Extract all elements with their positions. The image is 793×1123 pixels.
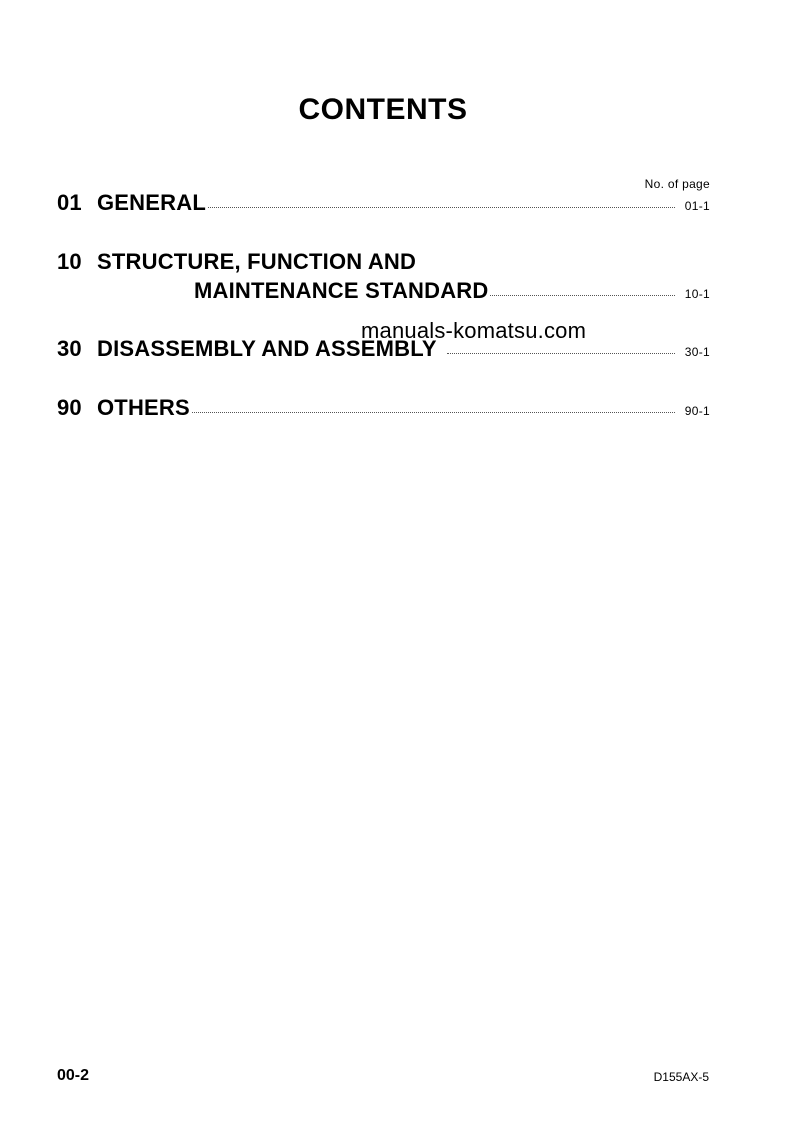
toc-entry-title: DISASSEMBLY AND ASSEMBLY <box>97 336 437 361</box>
footer-model: D155AX-5 <box>653 1070 709 1084</box>
toc-entry-page: 90-1 <box>684 404 710 418</box>
footer-page-number: 00-2 <box>57 1067 90 1084</box>
toc-entry-page: 10-1 <box>684 287 710 301</box>
toc-entry-structure-line2[interactable] <box>194 278 710 308</box>
dot-leader <box>447 353 675 354</box>
toc-entry-number: 01 <box>57 190 82 215</box>
toc-entry-page: 01-1 <box>684 199 710 213</box>
toc-entry-title: OTHERS <box>97 395 190 420</box>
dot-leader <box>490 295 674 296</box>
toc-entry-title: GENERAL <box>97 190 206 215</box>
toc-entry-number: 10 <box>57 249 82 274</box>
watermark-text: manuals-komatsu.com <box>361 318 587 343</box>
toc-entry-number: 30 <box>57 336 82 361</box>
dot-leader <box>208 207 675 208</box>
toc-entry-title: STRUCTURE, FUNCTION AND <box>97 249 417 274</box>
toc-entry-general[interactable] <box>57 190 710 220</box>
toc-entry-structure-line1[interactable] <box>57 249 710 279</box>
page-title: CONTENTS <box>298 93 468 126</box>
dot-leader <box>192 412 675 413</box>
toc-entry-others[interactable] <box>57 395 710 425</box>
toc-entry-number: 90 <box>57 395 82 420</box>
toc-entry-title-continued: MAINTENANCE STANDARD <box>194 278 489 303</box>
toc-entry-page: 30-1 <box>684 345 710 359</box>
page-number-column-header: No. of page <box>644 177 710 191</box>
